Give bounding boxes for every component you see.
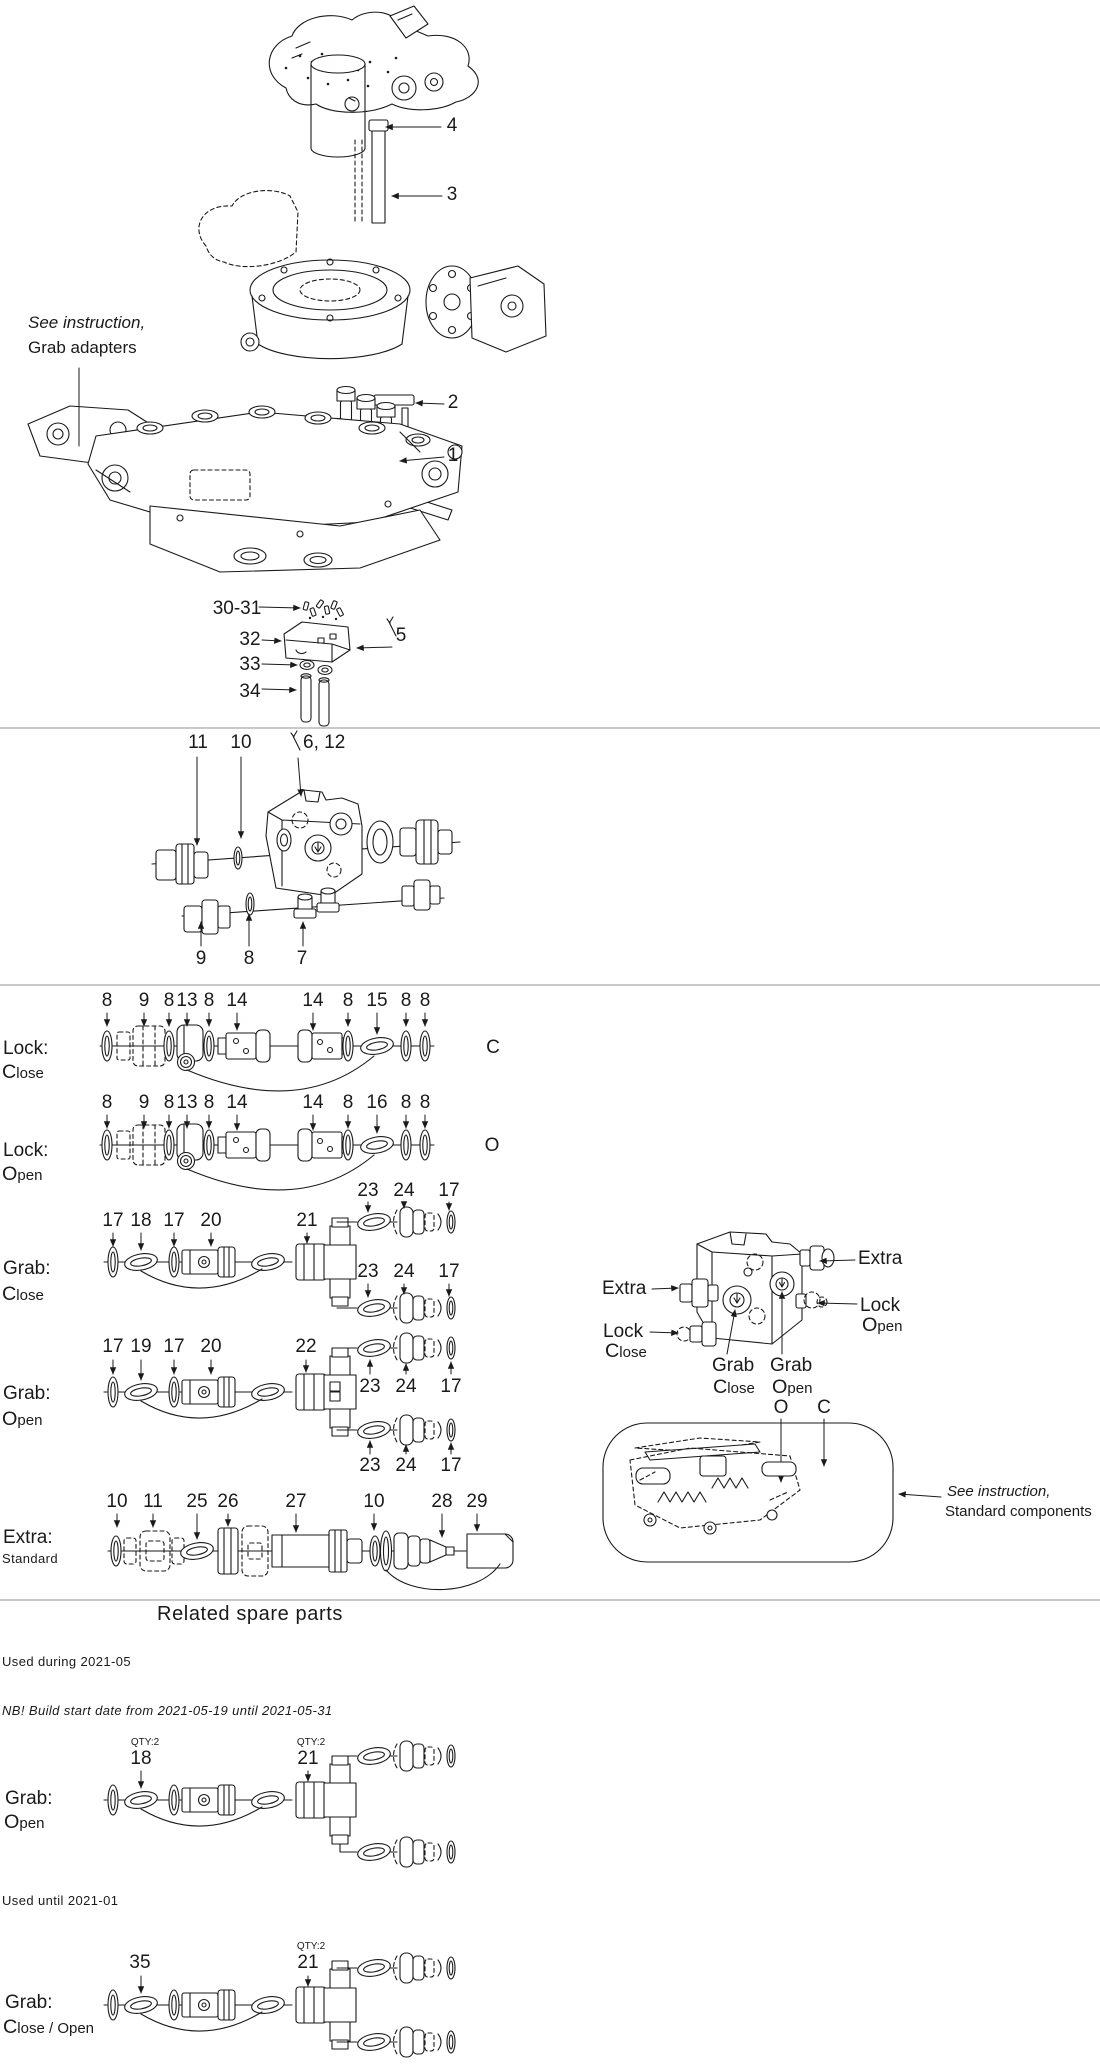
spare-row1-drawing: [104, 1741, 455, 1867]
row-sublabel-extra: Standard: [2, 1551, 58, 1566]
row-number: 8: [101, 1092, 113, 1113]
row-number: 26: [217, 1491, 239, 1512]
row-label-grab-close: Grab:: [3, 1258, 51, 1279]
port-sublabel-lock-left: Close: [605, 1340, 647, 1362]
port-label-extra-left: Extra: [602, 1278, 647, 1299]
callout-3: 3: [446, 184, 458, 205]
row-number: 20: [200, 1336, 222, 1357]
lock-close-row-drawing: [100, 1013, 434, 1091]
port-sublabel-lock-right: Open: [862, 1314, 903, 1336]
row-number: 8: [342, 1092, 354, 1113]
grab-adapters-note-line1: See instruction,: [28, 313, 146, 332]
standard-components-inset: [603, 1423, 941, 1562]
callout-30-31: 30-31: [212, 598, 262, 619]
branch-number: 17: [440, 1455, 462, 1476]
row-number: 8: [101, 990, 113, 1011]
port-sublabel-grab-open: Open: [772, 1376, 813, 1398]
nb-build-date-note: NB! Build start date from 2021-05-19 until 2021-05-31: [2, 1703, 333, 1718]
grab-adapters-note-line2: Grab adapters: [28, 338, 137, 357]
callout-1: 1: [447, 445, 459, 466]
row-label-lock-close: Lock:: [3, 1038, 49, 1059]
row-sublabel-lock-close: Close: [2, 1061, 44, 1083]
row-number: 21: [296, 1210, 318, 1231]
row-number: 9: [138, 1092, 150, 1113]
row-number: 8: [400, 990, 412, 1011]
row-label-extra: Extra:: [3, 1527, 53, 1548]
branch-number: 24: [395, 1376, 417, 1397]
qty-label: QTY:2: [296, 1941, 326, 1952]
callout-6-12: 6, 12: [303, 732, 346, 753]
callout-35: 35: [129, 1952, 151, 1973]
row-number: 9: [138, 990, 150, 1011]
row-number: 22: [295, 1336, 317, 1357]
row-label-lock-open: Lock:: [3, 1140, 49, 1161]
port-label-grab-close: Grab: [712, 1355, 755, 1376]
row-number: 19: [130, 1336, 152, 1357]
branch-number: 23: [359, 1376, 381, 1397]
open-letter: O: [773, 1397, 789, 1418]
qty-label: QTY:2: [130, 1737, 160, 1748]
row-number: 14: [226, 1092, 248, 1113]
branch-number: 17: [438, 1261, 460, 1282]
row-number: 11: [143, 1491, 163, 1512]
port-label-lock-left: Lock: [603, 1321, 644, 1342]
row-number: 8: [419, 1092, 431, 1113]
row-label-grab-open: Grab:: [3, 1383, 51, 1404]
branch-number: 23: [357, 1261, 379, 1282]
row-number: 14: [226, 990, 248, 1011]
row-number: 17: [102, 1336, 124, 1357]
valve-block-drawing: [152, 731, 460, 946]
side-letter-close: C: [486, 1037, 500, 1058]
callout-32: 32: [239, 629, 261, 650]
row-number: 25: [186, 1491, 208, 1512]
branch-number: 23: [357, 1180, 379, 1201]
row-number: 29: [466, 1491, 488, 1512]
row-number: 27: [285, 1491, 307, 1512]
row-number: 8: [342, 990, 354, 1011]
row-number: 13: [176, 990, 198, 1011]
row-sublabel-spare2: Close / Open: [3, 2016, 95, 2038]
spare-parts-heading: Related spare parts: [157, 1603, 343, 1625]
row-number: 8: [163, 1092, 175, 1113]
branch-number: 17: [438, 1180, 460, 1201]
callout-5: 5: [395, 625, 407, 646]
side-letter-open: O: [484, 1135, 500, 1156]
row-label-spare2: Grab:: [5, 1992, 53, 2013]
port-label-lock-right: Lock: [860, 1295, 901, 1316]
callout-21: 21: [297, 1952, 319, 1973]
branch-number: 24: [393, 1180, 415, 1201]
wrench-icon: [291, 731, 300, 750]
row-number: 8: [203, 1092, 215, 1113]
row-number: 17: [163, 1336, 185, 1357]
callout-4: 4: [446, 115, 458, 136]
callout-9: 9: [195, 948, 207, 969]
row-number: 8: [419, 990, 431, 1011]
lock-open-row-drawing: [100, 1115, 434, 1190]
row-number: 8: [163, 990, 175, 1011]
row-number: 8: [203, 990, 215, 1011]
spare-row2-drawing: [104, 1953, 455, 2057]
callout-11: 11: [188, 732, 208, 753]
branch-number: 17: [440, 1376, 462, 1397]
row-number: 13: [176, 1092, 198, 1113]
row-number: 10: [106, 1491, 128, 1512]
extra-standard-row-drawing: [108, 1514, 513, 1590]
row-number: 14: [302, 1092, 324, 1113]
row-number: 10: [363, 1491, 385, 1512]
row-number: 8: [400, 1092, 412, 1113]
branch-number: 24: [395, 1455, 417, 1476]
row-number: 17: [163, 1210, 185, 1231]
row-number: 15: [366, 990, 388, 1011]
row-number: 14: [302, 990, 324, 1011]
row-number: 18: [130, 1210, 152, 1231]
port-label-extra-right: Extra: [858, 1248, 903, 1269]
callout-7: 7: [296, 948, 308, 969]
row-sublabel-lock-open: Open: [2, 1163, 43, 1185]
callout-2: 2: [447, 392, 459, 413]
row-number: 20: [200, 1210, 222, 1231]
port-sublabel-grab-close: Close: [713, 1376, 755, 1398]
callout-21: 21: [297, 1748, 319, 1769]
standard-components-note-line1: See instruction,: [947, 1483, 1051, 1500]
close-letter: C: [817, 1397, 831, 1418]
row-number: 17: [102, 1210, 124, 1231]
callout-34: 34: [239, 681, 261, 702]
branch-number: 24: [393, 1261, 415, 1282]
used-until-note: Used until 2021-01: [2, 1893, 119, 1908]
callout-18: 18: [130, 1748, 152, 1769]
used-during-note: Used during 2021-05: [2, 1654, 132, 1669]
row-sublabel-grab-open: Open: [2, 1408, 43, 1430]
row-sublabel-spare1: Open: [4, 1811, 45, 1833]
row-number: 28: [431, 1491, 453, 1512]
wrench-icon: [387, 617, 396, 636]
row-number: 16: [366, 1092, 388, 1113]
standard-components-note-line2: Standard components: [945, 1503, 1092, 1520]
port-label-grab-open: Grab: [770, 1355, 813, 1376]
callout-10: 10: [230, 732, 252, 753]
main-assembly-drawing: [28, 6, 546, 726]
branch-number: 23: [359, 1455, 381, 1476]
row-label-spare1: Grab:: [5, 1788, 53, 1809]
callout-8: 8: [243, 948, 255, 969]
row-sublabel-grab-close: Close: [2, 1283, 44, 1305]
callout-33: 33: [239, 654, 261, 675]
qty-label: QTY:2: [296, 1737, 326, 1748]
